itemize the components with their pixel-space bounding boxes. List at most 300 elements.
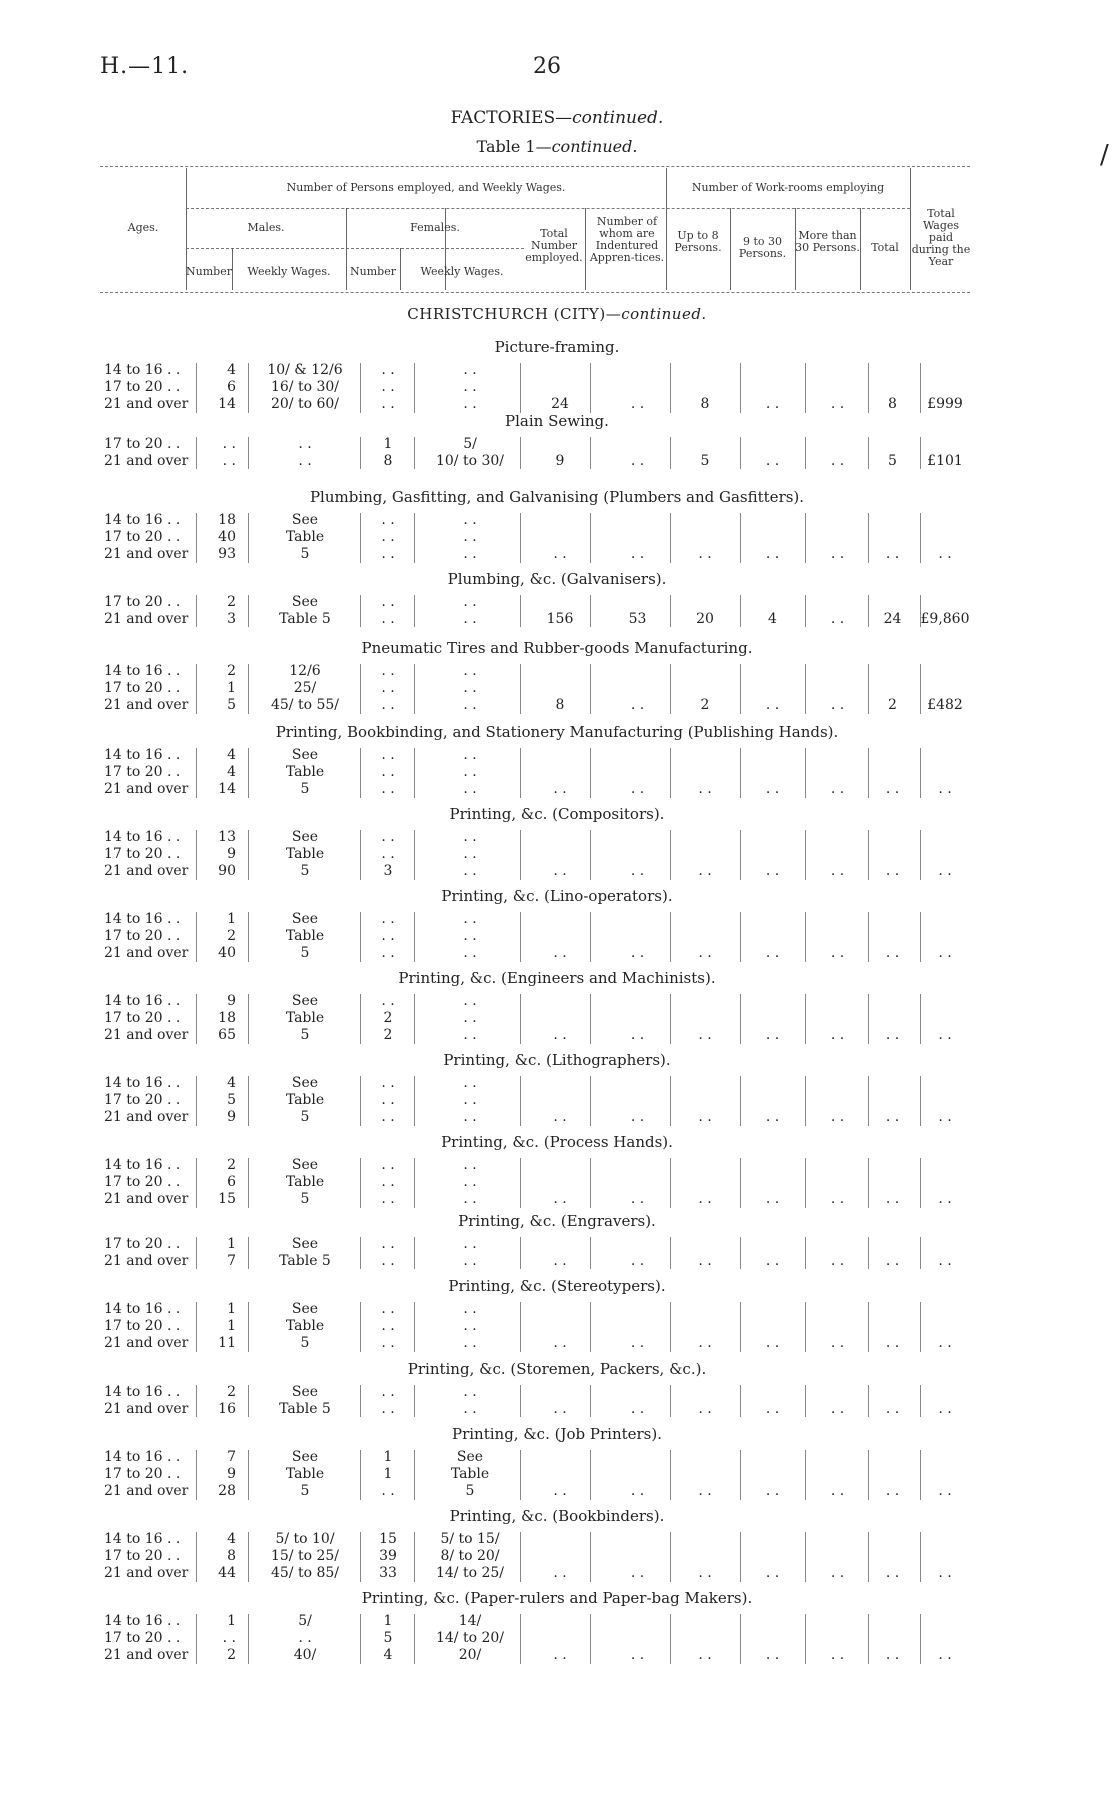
cell-fn: . . bbox=[381, 362, 395, 378]
table-row bbox=[0, 1466, 1114, 1483]
column-rule bbox=[196, 1076, 197, 1126]
column-rule bbox=[805, 363, 806, 413]
cell-mn: 93 bbox=[218, 546, 236, 563]
cell-r930: . . bbox=[765, 863, 780, 880]
cell-mn: 14 bbox=[218, 396, 236, 413]
column-rule bbox=[520, 437, 521, 469]
cell-app: . . bbox=[630, 1565, 645, 1582]
column-rule bbox=[805, 912, 806, 962]
column-rule bbox=[920, 1302, 921, 1352]
cell-mw: 5 bbox=[300, 781, 310, 798]
table-row bbox=[0, 747, 1114, 764]
cell-mw: Table 5 bbox=[279, 1253, 331, 1270]
cell-mn: 40 bbox=[218, 945, 236, 962]
cell-app: . . bbox=[630, 697, 645, 714]
column-rule bbox=[920, 1158, 921, 1208]
cell-tot: . . bbox=[553, 1565, 567, 1582]
column-rule bbox=[740, 912, 741, 962]
cell-mw: 45/ to 85/ bbox=[270, 1565, 340, 1582]
column-rule bbox=[360, 1076, 361, 1126]
cell-fw: . . bbox=[463, 1109, 477, 1126]
column-rule bbox=[248, 595, 249, 627]
column-rule bbox=[590, 830, 591, 880]
column-rule bbox=[670, 513, 671, 563]
table-row bbox=[0, 453, 1114, 470]
table-row bbox=[0, 1301, 1114, 1318]
cell-mn: 40 bbox=[218, 529, 236, 546]
cell-wag: . . bbox=[938, 945, 952, 962]
cell-age: 17 to 20 . . bbox=[104, 1466, 181, 1483]
cell-fn: . . bbox=[381, 697, 395, 714]
column-rule bbox=[360, 1450, 361, 1500]
cell-mn: 11 bbox=[218, 1335, 236, 1352]
cell-fw: . . bbox=[463, 362, 477, 378]
cell-fw: . . bbox=[463, 529, 477, 546]
cell-r930: . . bbox=[765, 1027, 780, 1044]
cell-fw: . . bbox=[463, 1157, 477, 1173]
column-rule bbox=[920, 1450, 921, 1500]
cell-mw: Table bbox=[285, 1318, 325, 1335]
cell-mw: See bbox=[291, 993, 319, 1009]
cell-fn: 2 bbox=[383, 1027, 393, 1044]
cell-r930: . . bbox=[765, 1109, 780, 1126]
cell-mw: 10/ & 12/6 bbox=[267, 362, 343, 378]
cell-mn: 18 bbox=[218, 512, 236, 528]
cell-fw: . . bbox=[463, 945, 477, 962]
cell-r930: . . bbox=[765, 546, 780, 563]
document-reference: H.—11. bbox=[100, 54, 190, 79]
cell-age: 17 to 20 . . bbox=[104, 1630, 181, 1647]
column-rule bbox=[670, 1158, 671, 1208]
column-rule bbox=[868, 912, 869, 962]
cell-fn: . . bbox=[381, 1092, 395, 1109]
cell-age: 17 to 20 . . bbox=[104, 1236, 181, 1252]
col-females: Females. bbox=[410, 221, 460, 234]
section-title: Printing, &c. (Bookbinders). bbox=[449, 1507, 665, 1525]
table-row bbox=[0, 829, 1114, 846]
cell-mw: 16/ to 30/ bbox=[270, 379, 340, 396]
cell-up8: . . bbox=[698, 781, 712, 798]
cell-mn: 18 bbox=[218, 1010, 236, 1027]
column-rule bbox=[920, 748, 921, 798]
cell-mn: 6 bbox=[227, 379, 236, 396]
cell-age: 17 to 20 . . bbox=[104, 1318, 181, 1335]
table-row bbox=[0, 945, 1114, 962]
table-row bbox=[0, 1027, 1114, 1044]
cell-age: 17 to 20 . . bbox=[104, 1548, 181, 1565]
column-rule bbox=[248, 1237, 249, 1269]
cell-fn: 5 bbox=[383, 1630, 393, 1647]
column-rule bbox=[248, 437, 249, 469]
section-title: Printing, &c. (Engineers and Machinists). bbox=[398, 969, 716, 987]
cell-mn: 2 bbox=[227, 928, 236, 945]
table-row bbox=[0, 529, 1114, 546]
cell-mn: 7 bbox=[227, 1449, 236, 1465]
cell-mn: 15 bbox=[218, 1191, 236, 1208]
cell-app: . . bbox=[630, 781, 645, 798]
cell-fw: . . bbox=[463, 1027, 477, 1044]
cell-wag: . . bbox=[938, 546, 952, 563]
column-rule bbox=[414, 1614, 415, 1664]
cell-m30: . . bbox=[830, 1253, 845, 1270]
table-row bbox=[0, 781, 1114, 798]
column-rule bbox=[868, 994, 869, 1044]
cell-age: 21 and over bbox=[104, 1191, 189, 1208]
column-rule bbox=[920, 1076, 921, 1126]
cell-fw: 10/ to 30/ bbox=[435, 453, 505, 470]
cell-age: 17 to 20 . . bbox=[104, 379, 181, 396]
margin-mark: / bbox=[1100, 140, 1109, 170]
table-row bbox=[0, 1449, 1114, 1466]
column-rule bbox=[590, 1385, 591, 1417]
column-rule bbox=[805, 513, 806, 563]
cell-age: 21 and over bbox=[104, 453, 189, 470]
column-rule bbox=[590, 912, 591, 962]
cell-wag: . . bbox=[938, 1027, 952, 1044]
cell-mw: See bbox=[291, 512, 319, 528]
table-row bbox=[0, 1335, 1114, 1352]
cell-fn: . . bbox=[381, 680, 395, 697]
cell-fw: 20/ bbox=[458, 1647, 482, 1664]
cell-fw: . . bbox=[463, 1318, 477, 1335]
cell-all: . . bbox=[885, 945, 900, 962]
column-rule bbox=[868, 1158, 869, 1208]
cell-fw: . . bbox=[463, 1075, 477, 1091]
column-rule bbox=[740, 1158, 741, 1208]
cell-fn: . . bbox=[381, 928, 395, 945]
cell-mw: Table bbox=[285, 529, 325, 546]
cell-app: . . bbox=[630, 945, 645, 962]
column-rule bbox=[414, 1076, 415, 1126]
page-number: 26 bbox=[533, 54, 561, 79]
cell-mn: 9 bbox=[227, 1109, 236, 1126]
cell-mn: 2 bbox=[227, 1384, 236, 1400]
cell-tot: 8 bbox=[555, 697, 565, 714]
cell-m30: . . bbox=[830, 863, 845, 880]
section-title: Plumbing, Gasfitting, and Galvanising (Plumbers and Gasfitters). bbox=[309, 488, 805, 506]
column-rule bbox=[414, 1302, 415, 1352]
cell-up8: . . bbox=[698, 1401, 712, 1418]
column-rule bbox=[520, 1302, 521, 1352]
cell-app: . . bbox=[630, 863, 645, 880]
cell-age: 14 to 16 . . bbox=[104, 362, 181, 378]
cell-mw: 5/ bbox=[298, 1613, 312, 1629]
cell-fw: . . bbox=[463, 697, 477, 714]
column-rule bbox=[360, 664, 361, 714]
cell-mn: . . bbox=[222, 453, 236, 470]
column-rule bbox=[740, 595, 741, 627]
cell-mn: 1 bbox=[227, 1613, 236, 1629]
cell-fn: 1 bbox=[383, 1449, 393, 1465]
column-rule bbox=[520, 1450, 521, 1500]
cell-mw: 5 bbox=[300, 1109, 310, 1126]
cell-app: . . bbox=[630, 1191, 645, 1208]
cell-app: . . bbox=[630, 1335, 645, 1352]
cell-mw: Table bbox=[285, 1466, 325, 1483]
cell-age: 14 to 16 . . bbox=[104, 911, 181, 927]
header-rule-bottom bbox=[100, 292, 970, 293]
cell-fn: . . bbox=[381, 1483, 395, 1500]
cell-wag: . . bbox=[938, 863, 952, 880]
cell-mn: 3 bbox=[227, 611, 236, 628]
column-rule bbox=[920, 830, 921, 880]
cell-mn: 65 bbox=[218, 1027, 236, 1044]
cell-age: 21 and over bbox=[104, 611, 189, 628]
cell-age: 14 to 16 . . bbox=[104, 993, 181, 1009]
table-row bbox=[0, 911, 1114, 928]
column-rule bbox=[920, 1532, 921, 1582]
column-rule bbox=[196, 1302, 197, 1352]
cell-fw: . . bbox=[463, 829, 477, 845]
cell-fw: . . bbox=[463, 663, 477, 679]
cell-all: . . bbox=[885, 1335, 900, 1352]
cell-app: . . bbox=[630, 1401, 645, 1418]
column-rule bbox=[868, 1302, 869, 1352]
column-rule bbox=[590, 664, 591, 714]
column-rule bbox=[360, 1385, 361, 1417]
cell-up8: . . bbox=[698, 1483, 712, 1500]
column-rule bbox=[805, 1450, 806, 1500]
cell-tot: . . bbox=[553, 1027, 567, 1044]
column-rule bbox=[360, 513, 361, 563]
table-row bbox=[0, 1613, 1114, 1630]
table-row bbox=[0, 379, 1114, 396]
cell-fn: . . bbox=[381, 546, 395, 563]
col-male-number: Number bbox=[186, 265, 232, 278]
col-apprentices: Number of whom are Indentured Appren-tices. bbox=[589, 215, 665, 264]
column-rule bbox=[805, 595, 806, 627]
cell-tot: . . bbox=[553, 945, 567, 962]
cell-mw: See bbox=[291, 911, 319, 927]
column-rule bbox=[805, 437, 806, 469]
column-rule bbox=[196, 363, 197, 413]
section-title: Printing, &c. (Lithographers). bbox=[443, 1051, 671, 1069]
cell-tot: 9 bbox=[555, 453, 565, 470]
cell-fw: 14/ to 25/ bbox=[435, 1565, 505, 1582]
column-rule bbox=[740, 830, 741, 880]
cell-app: . . bbox=[630, 453, 645, 470]
column-rule bbox=[360, 1158, 361, 1208]
section-title: Printing, &c. (Paper-rulers and Paper-bag Makers). bbox=[361, 1589, 753, 1607]
table-row bbox=[0, 863, 1114, 880]
col-total-wages: Total Wages paid during the Year bbox=[911, 207, 971, 268]
cell-all: 8 bbox=[888, 396, 897, 413]
cell-mw: 45/ to 55/ bbox=[270, 697, 340, 714]
cell-fn: . . bbox=[381, 911, 395, 927]
cell-age: 17 to 20 . . bbox=[104, 1092, 181, 1109]
cell-mn: 14 bbox=[218, 781, 236, 798]
cell-all: . . bbox=[885, 546, 900, 563]
column-rule bbox=[414, 595, 415, 627]
cell-all: . . bbox=[885, 1109, 900, 1126]
table-row bbox=[0, 1092, 1114, 1109]
column-rule bbox=[520, 513, 521, 563]
cell-fn: . . bbox=[381, 1401, 395, 1418]
column-rule bbox=[740, 664, 741, 714]
cell-mw: Table 5 bbox=[279, 611, 331, 628]
column-rule bbox=[360, 595, 361, 627]
column-rule bbox=[590, 1237, 591, 1269]
cell-mw: Table bbox=[285, 1010, 325, 1027]
table-row bbox=[0, 993, 1114, 1010]
column-rule bbox=[805, 1076, 806, 1126]
section-title: Plumbing, &c. (Galvanisers). bbox=[447, 570, 667, 588]
cell-fw: . . bbox=[463, 680, 477, 697]
column-rule bbox=[868, 830, 869, 880]
cell-m30: . . bbox=[830, 1335, 845, 1352]
col-males: Males. bbox=[247, 221, 285, 234]
cell-age: 17 to 20 . . bbox=[104, 436, 181, 452]
cell-fw: . . bbox=[463, 1236, 477, 1252]
cell-fw: . . bbox=[463, 396, 477, 413]
column-rule bbox=[520, 1385, 521, 1417]
cell-up8: . . bbox=[698, 1565, 712, 1582]
table-row bbox=[0, 928, 1114, 945]
column-rule bbox=[740, 1614, 741, 1664]
city-heading: CHRISTCHURCH (CITY)—continued. bbox=[407, 305, 707, 323]
cell-fw: 14/ bbox=[458, 1613, 482, 1629]
cell-fw: See bbox=[456, 1449, 484, 1465]
cell-fw: . . bbox=[463, 1010, 477, 1027]
column-headers bbox=[100, 168, 970, 290]
cell-age: 21 and over bbox=[104, 697, 189, 714]
cell-mn: 7 bbox=[227, 1253, 236, 1270]
cell-tot: . . bbox=[553, 1483, 567, 1500]
cell-mn: 1 bbox=[227, 911, 236, 927]
cell-age: 17 to 20 . . bbox=[104, 529, 181, 546]
cell-mn: 2 bbox=[227, 594, 236, 610]
column-rule bbox=[805, 1158, 806, 1208]
cell-tot: 156 bbox=[546, 611, 574, 628]
cell-fw: . . bbox=[463, 611, 477, 628]
cell-mw: See bbox=[291, 1236, 319, 1252]
column-rule bbox=[248, 664, 249, 714]
cell-m30: . . bbox=[830, 1565, 845, 1582]
cell-all: . . bbox=[885, 1253, 900, 1270]
cell-fw: . . bbox=[463, 1191, 477, 1208]
cell-up8: 20 bbox=[696, 611, 714, 628]
col-up-to-8: Up to 8 Persons. bbox=[674, 229, 722, 254]
column-rule bbox=[590, 1532, 591, 1582]
cell-all: . . bbox=[885, 1191, 900, 1208]
table-row bbox=[0, 436, 1114, 453]
column-rule bbox=[196, 748, 197, 798]
table-row bbox=[0, 1565, 1114, 1582]
cell-age: 21 and over bbox=[104, 1647, 189, 1664]
cell-fw: . . bbox=[463, 863, 477, 880]
cell-up8: . . bbox=[698, 863, 712, 880]
cell-r930: . . bbox=[765, 1483, 780, 1500]
cell-fw: . . bbox=[463, 747, 477, 763]
cell-age: 17 to 20 . . bbox=[104, 928, 181, 945]
cell-mw: Table bbox=[285, 1092, 325, 1109]
cell-mw: Table bbox=[285, 846, 325, 863]
cell-up8: 5 bbox=[700, 453, 710, 470]
column-rule bbox=[590, 513, 591, 563]
cell-fn: . . bbox=[381, 512, 395, 528]
col-female-weekly: Weekly Wages. bbox=[420, 265, 504, 278]
cell-wag: . . bbox=[938, 1483, 952, 1500]
cell-app: . . bbox=[630, 1109, 645, 1126]
cell-up8: 8 bbox=[700, 396, 710, 413]
column-rule bbox=[920, 1385, 921, 1417]
col-workrooms: Number of Work-rooms employing bbox=[691, 181, 885, 194]
cell-wag: £9,860 bbox=[920, 611, 970, 628]
cell-tot: 24 bbox=[551, 396, 569, 413]
cell-up8: . . bbox=[698, 945, 712, 962]
cell-fn: . . bbox=[381, 1384, 395, 1400]
cell-fw: . . bbox=[463, 1174, 477, 1191]
cell-age: 14 to 16 . . bbox=[104, 512, 181, 528]
column-rule bbox=[805, 664, 806, 714]
column-rule bbox=[196, 1614, 197, 1664]
cell-fw: . . bbox=[463, 1384, 477, 1400]
cell-fn: . . bbox=[381, 1075, 395, 1091]
cell-fn: . . bbox=[381, 1109, 395, 1126]
table-row bbox=[0, 1548, 1114, 1565]
column-rule bbox=[805, 1237, 806, 1269]
column-rule bbox=[414, 664, 415, 714]
cell-mw: . . bbox=[298, 436, 312, 452]
cell-m30: . . bbox=[830, 1109, 845, 1126]
cell-up8: 2 bbox=[700, 697, 710, 714]
cell-app: . . bbox=[630, 396, 645, 413]
cell-wag: . . bbox=[938, 1335, 952, 1352]
cell-r930: . . bbox=[765, 1253, 780, 1270]
cell-mw: 5 bbox=[300, 1027, 310, 1044]
cell-fw: 8/ to 20/ bbox=[440, 1548, 500, 1565]
col-total-employed: Total Number employed. bbox=[525, 227, 583, 264]
cell-all: . . bbox=[885, 1565, 900, 1582]
cell-fw: . . bbox=[463, 928, 477, 945]
cell-mn: 44 bbox=[218, 1565, 236, 1582]
column-rule bbox=[520, 748, 521, 798]
column-rule bbox=[670, 1385, 671, 1417]
column-rule bbox=[670, 664, 671, 714]
column-rule bbox=[670, 437, 671, 469]
cell-fn: . . bbox=[381, 663, 395, 679]
column-rule bbox=[670, 595, 671, 627]
cell-age: 14 to 16 . . bbox=[104, 1531, 181, 1547]
cell-mn: 1 bbox=[227, 680, 236, 697]
column-rule bbox=[360, 1237, 361, 1269]
cell-fn: 1 bbox=[383, 1613, 393, 1629]
table-row bbox=[0, 1174, 1114, 1191]
column-rule bbox=[590, 1614, 591, 1664]
table-row bbox=[0, 1236, 1114, 1253]
column-rule bbox=[360, 363, 361, 413]
header-rule-top bbox=[100, 166, 970, 167]
cell-fn: . . bbox=[381, 1253, 395, 1270]
cell-mn: 90 bbox=[218, 863, 236, 880]
cell-fn: . . bbox=[381, 781, 395, 798]
cell-wag: . . bbox=[938, 1647, 952, 1664]
cell-fn: . . bbox=[381, 1335, 395, 1352]
column-rule bbox=[920, 513, 921, 563]
column-rule bbox=[360, 830, 361, 880]
column-rule bbox=[805, 1532, 806, 1582]
table-row bbox=[0, 1253, 1114, 1270]
column-rule bbox=[590, 1158, 591, 1208]
column-rule bbox=[520, 1076, 521, 1126]
column-rule bbox=[360, 437, 361, 469]
cell-fn: . . bbox=[381, 764, 395, 781]
cell-r930: . . bbox=[765, 453, 780, 470]
cell-age: 14 to 16 . . bbox=[104, 663, 181, 679]
column-rule bbox=[520, 595, 521, 627]
cell-m30: . . bbox=[830, 1027, 845, 1044]
cell-mw: . . bbox=[298, 453, 312, 470]
